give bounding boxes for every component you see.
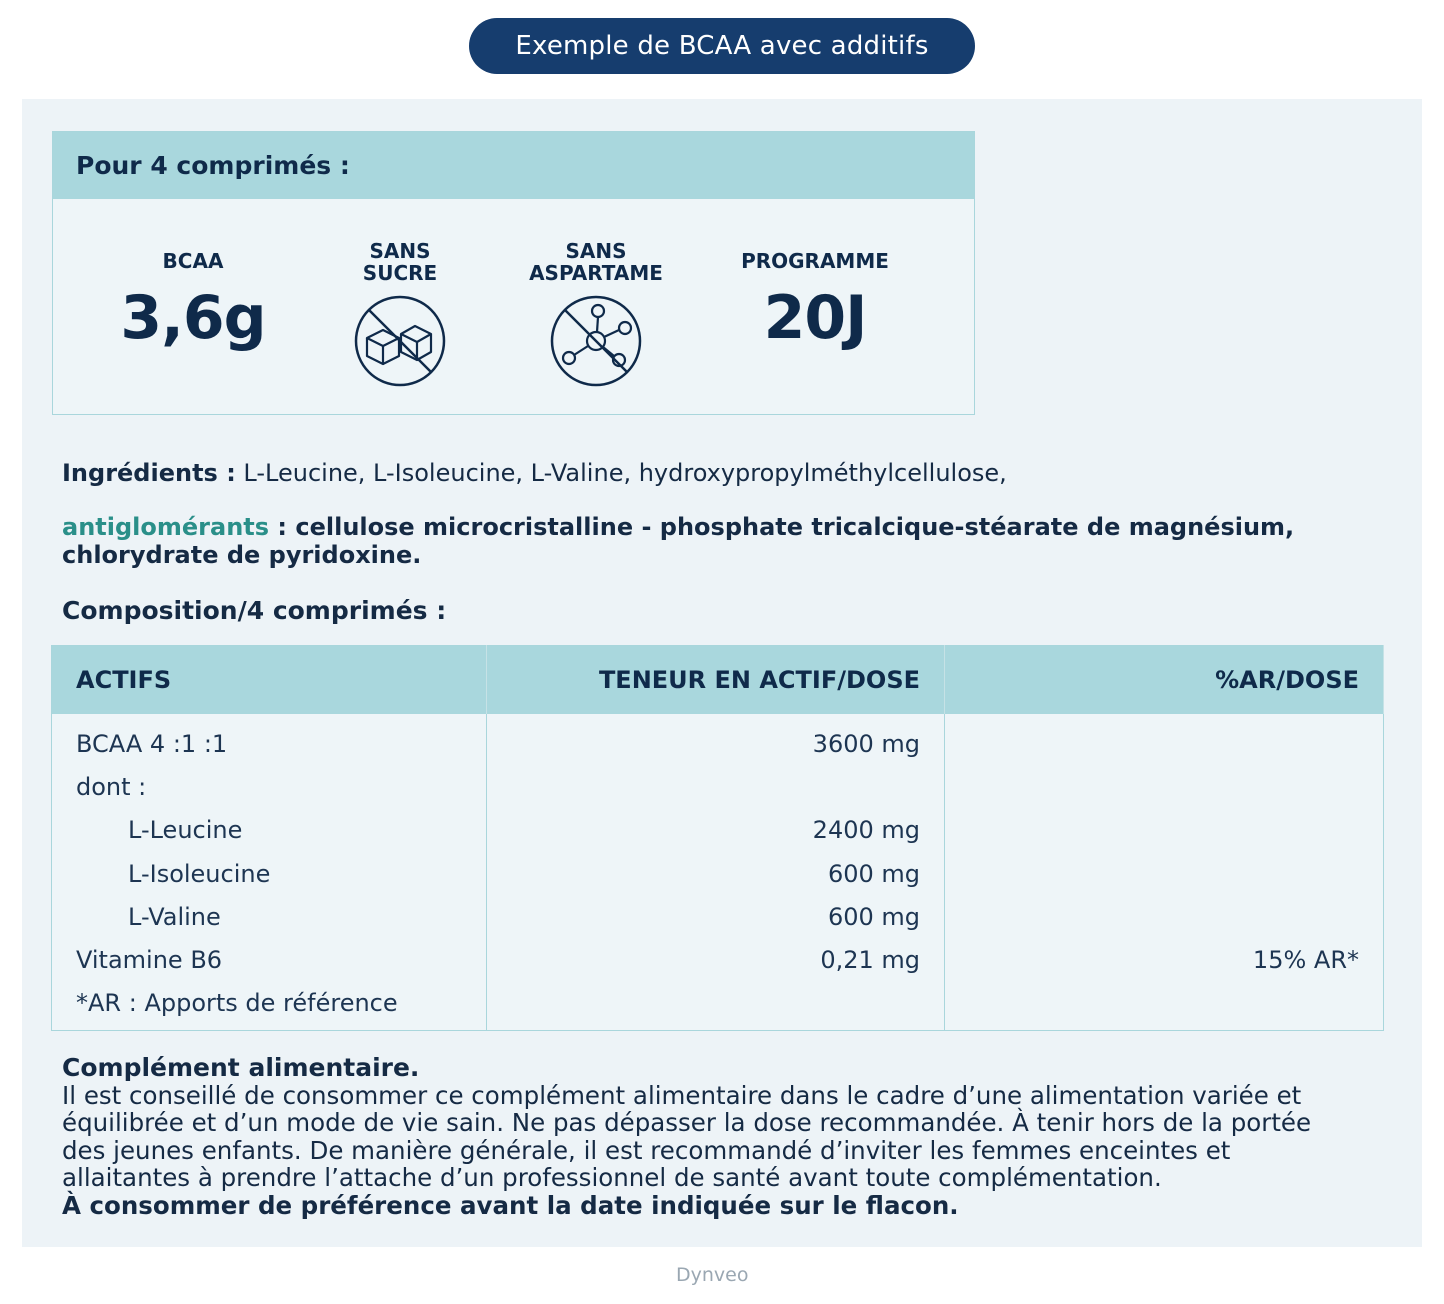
composition-title: Composition/4 comprimés : [62,596,447,625]
table-cell-ar: 15% AR* [1252,945,1359,974]
table-cell-dose: 3600 mg [812,730,920,758]
stat-bcaa-label: BCAA [162,249,224,273]
antiagglomerants-label: antiglomérants [62,513,270,541]
table-cell-dose: 600 mg [827,902,920,931]
table-cell-name: Vitamine B6 [76,945,223,974]
title-text: Exemple de BCAA avec additifs [515,31,929,61]
table-cell-ar [969,901,1359,944]
stat-program-label: PROGRAMME [741,249,889,273]
header-actifs: ACTIFS [52,646,487,715]
table-header-row [52,646,1384,715]
stat-aspartame-free-line2: ASPARTAME [529,261,663,285]
col-actifs [52,714,487,1031]
table-body-row [52,714,1384,1031]
footer-notice [62,1054,1382,1219]
table-cell-dose [511,771,920,814]
header-teneur: TENEUR EN ACTIF/DOSE [487,646,945,715]
table-cell-dose [511,987,920,1030]
title-badge [469,18,975,74]
aspartame-free-icon [549,294,643,388]
ingredients-line [62,459,1007,487]
sugar-free-icon [353,294,447,388]
footer-line: Il est conseillé de consommer ce complément alimentaire dans le cadre d’une alimentation variée et [62,1080,1302,1110]
col-ar [945,714,1384,1031]
footer-line: des jeunes enfants. De manière générale, il est recommandé d’inviter les femmes enceintes et [62,1135,1231,1165]
table-cell-dose: 600 mg [827,859,920,888]
antiagglomerants-text: : cellulose microcristalline - phosphate tricalcique-stéarate de magnésium, [269,513,1295,541]
footer-closing: À consommer de préférence avant la date indiquée sur le flacon. [62,1190,959,1220]
table-cell-name: dont : [76,773,147,802]
dose-summary-box [52,131,975,415]
table-cell-ar [969,987,1359,1030]
table-cell-name: BCAA 4 :1 :1 [76,730,228,758]
table-cell-name: *AR : Apports de référence [76,989,398,1018]
table-cell-ar [969,858,1359,901]
antiagglomerants-block [62,513,1294,569]
table-cell-dose: 2400 mg [812,816,920,845]
table-cell-name: L-Valine [128,902,221,931]
stat-sugar-free [330,240,470,392]
header-ar: %AR/DOSE [945,646,1384,715]
brand-name: Dynveo [676,1264,749,1286]
table-cell-ar [969,728,1359,771]
stat-program [725,249,905,353]
ingredients-text: L-Leucine, L-Isoleucine, L-Valine, hydroxypropylméthylcellulose, [235,459,1007,487]
stat-bcaa [113,249,273,353]
table-cell-ar [969,814,1359,857]
stat-aspartame-free-line1: SANS [565,239,627,263]
footer-line: équilibrée et d’un mode de vie sain. Ne pas dépasser la dose recommandée. À tenir hors de la portée [62,1108,1312,1137]
antiagglomerants-text2: chlorydrate de pyridoxine. [62,541,422,569]
stat-sugar-free-line2: SUCRE [362,261,438,285]
table-cell-ar [969,771,1359,814]
footer-line: allaitantes à prendre l’attache d’un professionnel de santé avant toute complémentation. [62,1163,1162,1192]
dose-heading: Pour 4 comprimés : [53,132,974,199]
table-cell-name: L-Isoleucine [128,859,271,888]
brand-logo [676,1264,748,1286]
composition-table [51,645,1384,1031]
stat-sugar-free-line1: SANS [369,239,431,263]
stat-program-value: 20J [763,283,867,353]
stat-bcaa-value: 3,6g [120,283,266,353]
col-teneur [487,714,945,1031]
table-cell-dose: 0,21 mg [820,945,920,974]
ingredients-label: Ingrédients : [62,459,236,487]
stat-aspartame-free [521,240,671,392]
table-cell-name: L-Leucine [128,816,243,845]
footer-heading: Complément alimentaire. [62,1053,420,1082]
